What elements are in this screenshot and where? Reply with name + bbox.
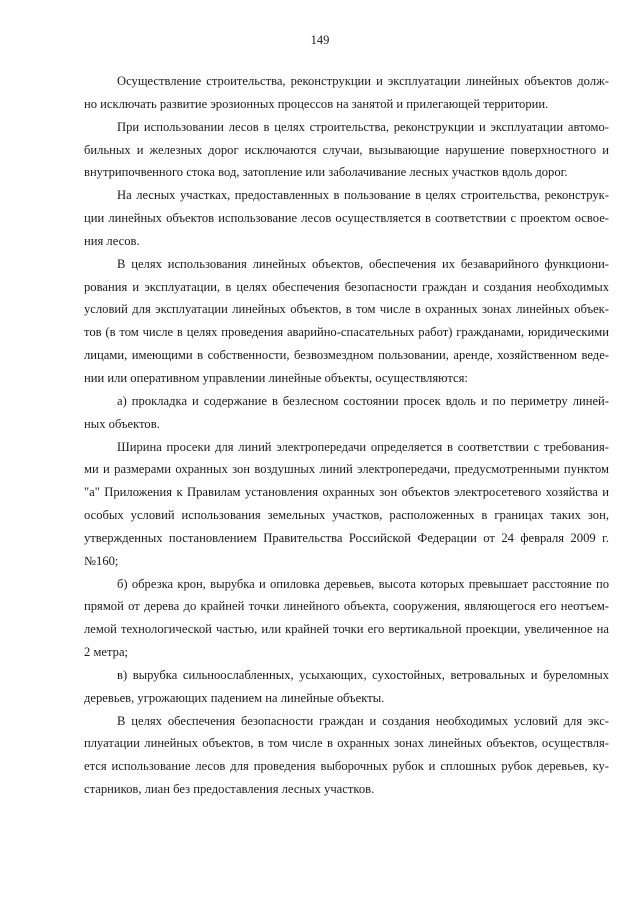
- paragraph: [84, 436, 609, 573]
- paragraph-line: тов (в том числе в целях проведения аварийно-спасательных работ) гражданами, юридическими: [84, 325, 609, 340]
- paragraph-line: №160;: [84, 553, 119, 568]
- paragraph: [84, 573, 609, 664]
- paragraph: [84, 390, 609, 436]
- paragraph-line: Осуществление строительства, реконструкции и эксплуатации линейных объектов долж-: [117, 74, 609, 88]
- paragraph: [84, 710, 609, 801]
- paragraph-line: "а" Приложения к Правилам установления охранных зон объектов электросетевого хозяйства и: [84, 485, 609, 500]
- paragraph-line: В целях обеспечения безопасности граждан и создания необходимых условий для экс-: [117, 713, 609, 728]
- paragraph-line: 2 метра;: [84, 645, 129, 660]
- paragraph-line: плуатации линейных объектов, в том числе в охранных зонах линейных объектов, осуществля-: [84, 736, 609, 751]
- paragraph-line: ется использование лесов для проведения выборочных рубок и сплошных рубок деревьев, ку-: [84, 759, 609, 774]
- paragraph-line: особых условий использования земельных участков, расположенных в границах таких зон,: [84, 508, 609, 523]
- paragraph: [84, 184, 609, 253]
- paragraph-line: рования и эксплуатации, в целях обеспечения безопасности граждан и создания необходимых: [84, 279, 609, 294]
- paragraph-line: б) обрезка крон, вырубка и опиловка деревьев, высота которых превышает расстояние по: [117, 576, 609, 591]
- paragraph-line: На лесных участках, предоставленных в пользование в целях строительства, реконструк-: [117, 188, 609, 203]
- paragraph-line: В целях использования линейных объектов, обеспечения их безаварийного функциони-: [117, 256, 609, 271]
- paragraph-line: ния лесов.: [84, 233, 140, 248]
- paragraph-line: нии или оперативном управлении линейные объекты, осуществляются:: [84, 370, 468, 385]
- paragraph: [84, 70, 609, 116]
- paragraph-line: прямой от дерева до крайней точки линейного объекта, сооружения, являющегося его неотъем-: [84, 599, 609, 614]
- paragraph: [84, 664, 609, 710]
- paragraph-line: утвержденных постановлением Правительства Российской Федерации от 24 февраля 2009 г.: [84, 530, 609, 545]
- paragraph-line: условий для эксплуатации линейных объектов, в том числе в охранных зонах линейных объек-: [84, 302, 609, 317]
- paragraph-line: бильных и железных дорог исключаются случаи, вызывающие нарушение поверхностного и: [84, 142, 609, 157]
- paragraph-line: ми и размерами охранных зон воздушных линий электропередачи, предусмотренными пунктом: [84, 462, 609, 477]
- paragraph-line: в) вырубка сильноослабленных, усыхающих, сухостойных, ветровальных и буреломных: [117, 667, 609, 682]
- paragraph-line: лемой технологической частью, или крайней точки его вертикальной проекции, увеличенное на: [84, 622, 609, 637]
- paragraph-line: ции линейных объектов использование лесов осуществляется в соответствии с проектом освое-: [84, 211, 609, 226]
- document-body: [84, 70, 609, 801]
- paragraph-line: но исключать развитие эрозионных процессов на занятой и прилегающей территории.: [84, 96, 549, 111]
- paragraph: [84, 253, 609, 390]
- paragraph-line: внутрипочвенного стока вод, затопление или заболачивание лесных участков вдоль дорог.: [84, 165, 568, 180]
- paragraph-line: лицами, имеющими в собственности, безвозмездном пользовании, аренде, хозяйственном веде-: [84, 348, 609, 363]
- paragraph-line: деревьев, угрожающих падением на линейные объекты.: [84, 690, 385, 705]
- paragraph-line: ных объектов.: [84, 416, 160, 431]
- paragraph: [84, 116, 609, 185]
- paragraph-line: Ширина просеки для линий электропередачи определяется в соответствии с требования-: [117, 439, 609, 454]
- paragraph-line: При использовании лесов в целях строительства, реконструкции и эксплуатации автомо-: [117, 119, 609, 134]
- paragraph-line: а) прокладка и содержание в безлесном состоянии просек вдоль и по периметру линей-: [117, 393, 609, 408]
- paragraph-line: старников, лиан без предоставления лесных участков.: [84, 782, 375, 797]
- page-number: 149: [310, 33, 330, 47]
